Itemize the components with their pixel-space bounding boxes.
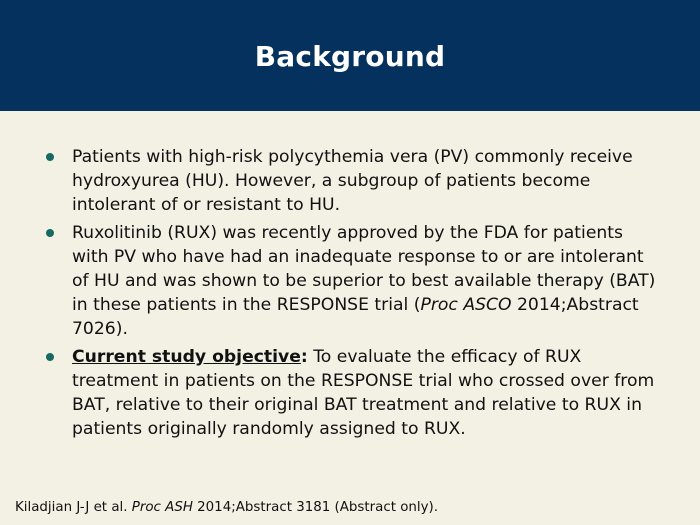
objective-text: To evaluate the efficacy of RUX treatment in patients on the RESPONSE trial who crossed over from BAT, relative to their original BAT treatment and relative to RUX in patients originally randomly assigned to RUX. — [72, 347, 655, 439]
footnote-detail: 2014;Abstract 3181 (Abstract only). — [192, 500, 439, 515]
bullet-text: Ruxolitinib (RUX) was recently approved by the FDA for patients with PV who have had an inadequate response to or are intolerant of HU and was shown to be superior to best available therapy (BAT) in these patients in the RESPONSE trial ( — [72, 223, 656, 315]
bullet-item-ruxolitinib-approval — [44, 221, 664, 341]
slide-header — [0, 0, 700, 111]
bullet-item-high-risk-pv — [44, 145, 664, 217]
citation-detail: 2014;Abstract 7026). — [72, 295, 639, 339]
bullet-dot-icon — [46, 353, 54, 361]
bullet-list — [44, 145, 664, 445]
bullet-item-study-objective — [44, 345, 664, 441]
footnote-authors: Kiladjian J-J et al. — [15, 500, 132, 515]
objective-colon: : — [300, 347, 308, 367]
objective-label: Current study objective — [72, 347, 301, 367]
bullet-text: Patients with high-risk polycythemia vera (PV) commonly receive hydroxyurea (HU). However, a subgroup of patients become intolerant of or resistant to HU. — [72, 147, 633, 215]
bullet-dot-icon — [46, 229, 54, 237]
slide-title: Background — [254, 40, 446, 73]
bullet-dot-icon — [46, 153, 54, 161]
journal-citation: Proc ASCO — [420, 295, 512, 315]
footnote-journal: Proc ASH — [131, 500, 193, 515]
reference-footnote — [15, 500, 438, 515]
